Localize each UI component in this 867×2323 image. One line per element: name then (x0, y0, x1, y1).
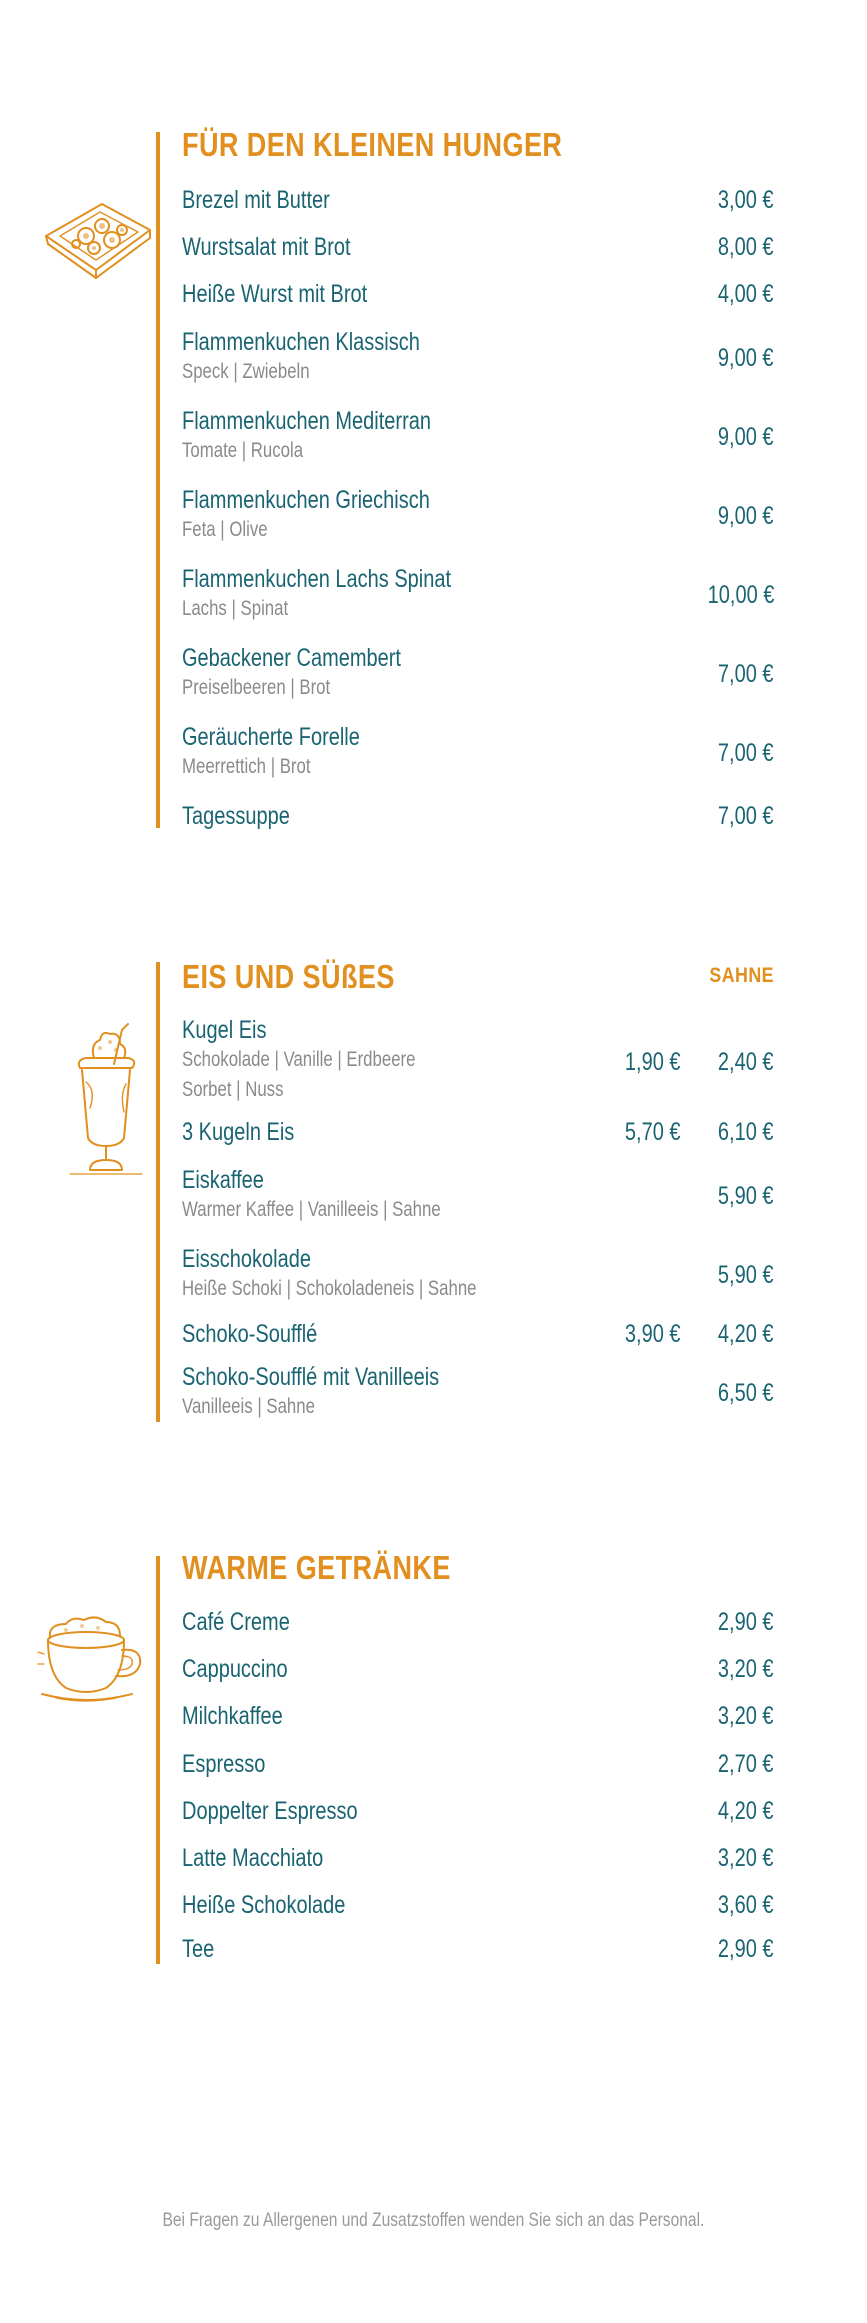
menu-item (182, 279, 774, 309)
item-price: 7,00 € (718, 802, 774, 830)
section-title-eis: EIS UND SÜßES (182, 958, 395, 995)
item-name: Geräucherte Forelle (182, 723, 360, 751)
item-description: Meerrettich | Brot (182, 755, 311, 778)
item-price: 3,20 € (718, 1655, 774, 1683)
item-price: 10,00 € (707, 581, 774, 609)
item-price: 7,00 € (718, 660, 774, 688)
item-price: 8,00 € (718, 233, 774, 261)
item-name: Wurstsalat mit Brot (182, 233, 351, 261)
item-price: 3,20 € (718, 1844, 774, 1872)
item-name: Schoko-Soufflé mit Vanilleeis (182, 1363, 440, 1391)
item-description: Feta | Olive (182, 518, 268, 541)
item-price: 6,50 € (718, 1379, 774, 1407)
item-name: Latte Macchiato (182, 1844, 324, 1872)
menu-item (182, 485, 774, 545)
item-price: 2,70 € (718, 1750, 774, 1778)
menu-item (182, 1796, 774, 1826)
item-price: 2,90 € (718, 1935, 774, 1963)
item-price-plain: 3,90 € (625, 1320, 681, 1348)
menu-item (182, 1701, 774, 1731)
menu-item (182, 232, 774, 262)
item-price: 5,90 € (718, 1182, 774, 1210)
item-price: 3,20 € (718, 1702, 774, 1730)
milkshake-illustration (66, 1020, 146, 1182)
menu-item (182, 1015, 774, 1105)
menu-item (182, 1890, 774, 1920)
menu-item (182, 1244, 774, 1304)
item-description: Warmer Kaffee | Vanilleeis | Sahne (182, 1198, 441, 1221)
item-price: 9,00 € (718, 502, 774, 530)
menu-item (182, 185, 774, 215)
section-accent-bar (156, 1556, 160, 1964)
item-name: Flammenkuchen Griechisch (182, 486, 430, 514)
item-price: 7,00 € (718, 739, 774, 767)
pretzel-flatbread-illustration (40, 196, 156, 280)
section-title-hunger: FÜR DEN KLEINEN HUNGER (182, 126, 563, 163)
menu-item (182, 801, 774, 831)
column-label-sahne: SAHNE (709, 964, 774, 987)
item-price: 3,00 € (718, 186, 774, 214)
item-description: Schokolade | Vanille | Erdbeere (182, 1048, 416, 1071)
item-name: Milchkaffee (182, 1702, 283, 1730)
item-name: Brezel mit Butter (182, 186, 330, 214)
item-name: Tee (182, 1935, 215, 1963)
item-price: 9,00 € (718, 423, 774, 451)
item-price: 4,00 € (718, 280, 774, 308)
item-price: 2,90 € (718, 1608, 774, 1636)
menu-item (182, 1749, 774, 1779)
section-title-getraenke: WARME GETRÄNKE (182, 1549, 451, 1586)
item-price-sahne: 2,40 € (718, 1048, 774, 1076)
item-price: 3,60 € (718, 1891, 774, 1919)
item-description: Speck | Zwiebeln (182, 360, 310, 383)
allergen-note (0, 2210, 867, 2232)
item-name: Flammenkuchen Klassisch (182, 328, 420, 356)
item-name: Gebackener Camembert (182, 644, 401, 672)
menu-item (182, 1319, 774, 1349)
menu-item (182, 1843, 774, 1873)
item-description: Tomate | Rucola (182, 439, 304, 462)
item-name: Schoko-Soufflé (182, 1320, 318, 1348)
coffee-cup-illustration (36, 1614, 152, 1708)
item-description: Lachs | Spinat (182, 597, 289, 620)
menu-item (182, 722, 774, 782)
item-name: Eisschokolade (182, 1245, 311, 1273)
item-price: 5,90 € (718, 1261, 774, 1289)
item-description: Preiselbeeren | Brot (182, 676, 331, 699)
item-price: 9,00 € (718, 344, 774, 372)
menu-item (182, 1117, 774, 1147)
item-name: Heiße Wurst mit Brot (182, 280, 368, 308)
item-name: Eiskaffee (182, 1166, 264, 1194)
item-description: Sorbet | Nuss (182, 1078, 284, 1101)
item-price-sahne: 6,10 € (718, 1118, 774, 1146)
item-name: Cappuccino (182, 1655, 288, 1683)
item-price-sahne: 4,20 € (718, 1320, 774, 1348)
menu-item (182, 1934, 774, 1964)
item-description: Vanilleeis | Sahne (182, 1395, 315, 1418)
menu-item (182, 1654, 774, 1684)
menu-item (182, 327, 774, 387)
menu-item (182, 1362, 774, 1422)
item-name: Tagessuppe (182, 802, 290, 830)
item-price-plain: 1,90 € (625, 1048, 681, 1076)
item-name: Kugel Eis (182, 1016, 267, 1044)
item-description: Heiße Schoki | Schokoladeneis | Sahne (182, 1277, 477, 1300)
item-name: Café Creme (182, 1608, 290, 1636)
item-price: 4,20 € (718, 1797, 774, 1825)
allergen-note-text: Bei Fragen zu Allergenen und Zusatzstoffen wenden Sie sich an das Personal. (162, 2210, 705, 2231)
item-name: Heiße Schokolade (182, 1891, 346, 1919)
menu-item (182, 1165, 774, 1225)
section-accent-bar (156, 962, 160, 1422)
item-name: Flammenkuchen Lachs Spinat (182, 565, 452, 593)
section-accent-bar (156, 132, 160, 828)
menu-item (182, 1607, 774, 1637)
item-price-plain: 5,70 € (625, 1118, 681, 1146)
item-name: Doppelter Espresso (182, 1797, 358, 1825)
menu-item (182, 564, 774, 624)
item-name: Flammenkuchen Mediterran (182, 407, 431, 435)
item-name: 3 Kugeln Eis (182, 1118, 295, 1146)
menu-item (182, 406, 774, 466)
item-name: Espresso (182, 1750, 266, 1778)
menu-item (182, 643, 774, 703)
